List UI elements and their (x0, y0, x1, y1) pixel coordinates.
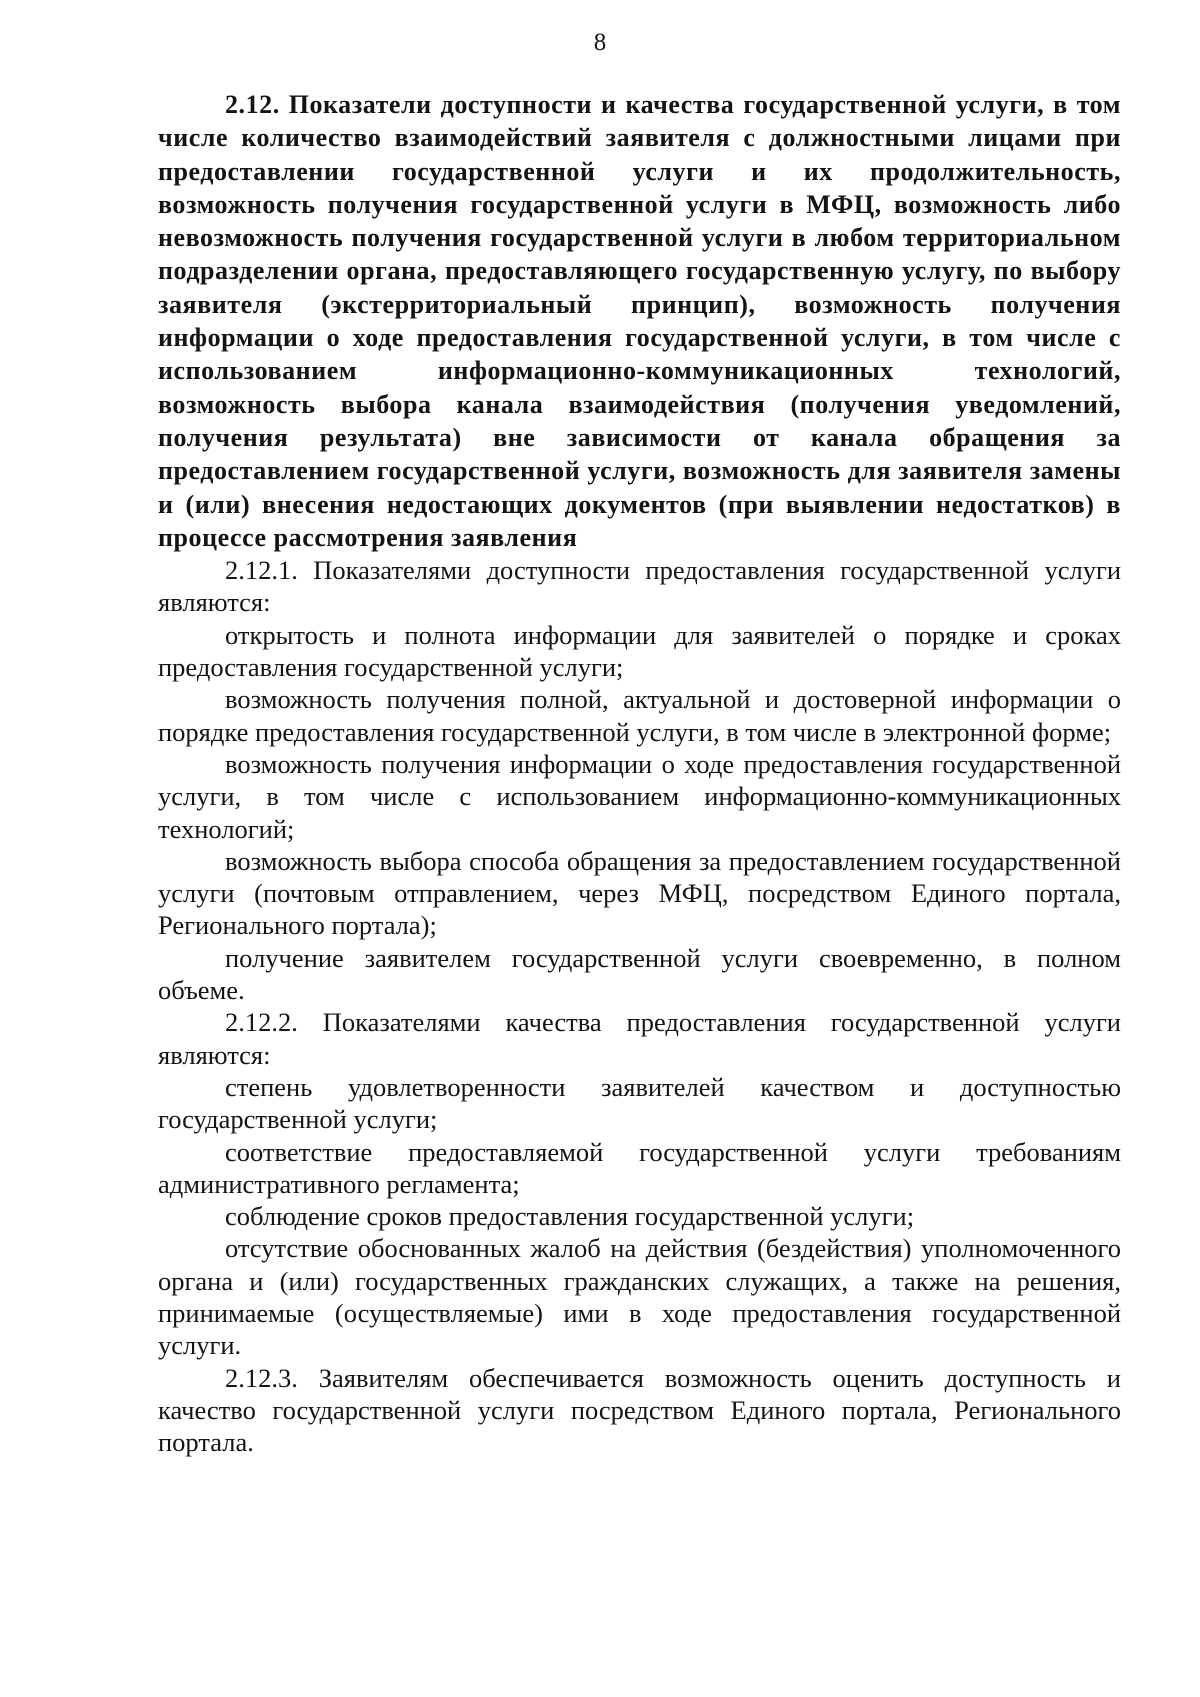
availability-item-full-info: возможность получения полной, актуальной и достоверной информации о порядке предоставления государственной услуги, в том числе в электронной форме; (158, 684, 1121, 747)
paragraph-2-12-1: 2.12.1. Показателями доступности предоставления государственной услуги являются: (158, 555, 1121, 618)
quality-item-satisfaction: степень удовлетворенности заявителей качеством и доступностью государственной услуги; (158, 1071, 1121, 1135)
availability-item-progress-info: возможность получения информации о ходе предоставления государственной услуги, в том числе с использованием информационно-коммуникационных технологий; (158, 748, 1121, 844)
availability-item-channel-choice: возможность выбора способа обращения за предоставлением государственной услуги (почтовым отправлением, через МФЦ, посредством Единого портала, Регионального портала); (158, 845, 1121, 941)
quality-item-compliance: соответствие предоставляемой государственной услуги требованиям административного регламента; (158, 1136, 1121, 1199)
page-number: 8 (593, 29, 607, 56)
quality-item-no-complaints: отсутствие обоснованных жалоб на действия (бездействия) уполномоченного органа и (или) государственных гражданских служащих, а также на решения, принимаемые (осуществляемые) ими в ходе предоставления государственной услуги. (158, 1233, 1121, 1361)
document-body (158, 88, 1121, 1458)
availability-item-timely-service: получение заявителем государственной услуги своевременно, в полном объеме. (158, 942, 1121, 1006)
paragraph-2-12-3: 2.12.3. Заявителям обеспечивается возможность оценить доступность и качество государственной услуги посредством Единого портала, Регионального портала. (158, 1362, 1121, 1458)
section-heading: 2.12. Показатели доступности и качества государственной услуги, в том числе количество взаимодействий заявителя с должностными лицами при предоставлении государственной услуги и их продолжительность, возможность получения государственной услуги в МФЦ, возможность либо невозможность получения государственной услуги в любом территориальном подразделении органа, предоставляющего государственную услугу, по выбору заявителя (экстерриториальный принцип), возможность получения информации о ходе предоставления государственной услуги, в том числе с использованием информационно-коммуникационных технологий, возможность выбора канала взаимодействия (получения уведомлений, получения результата) вне зависимости от канала обращения за предоставлением государственной услуги, возможность для заявителя замены и (или) внесения недостающих документов (при выявлении недостатков) в процессе рассмотрения заявления (158, 90, 1121, 552)
paragraph-2-12-2: 2.12.2. Показателями качества предоставления государственной услуги являются: (158, 1007, 1121, 1070)
quality-item-deadlines: соблюдение сроков предоставления государственной услуги; (225, 1201, 915, 1232)
availability-item-openness: открытость и полнота информации для заявителей о порядке и сроках предоставления государственной услуги; (158, 619, 1121, 683)
